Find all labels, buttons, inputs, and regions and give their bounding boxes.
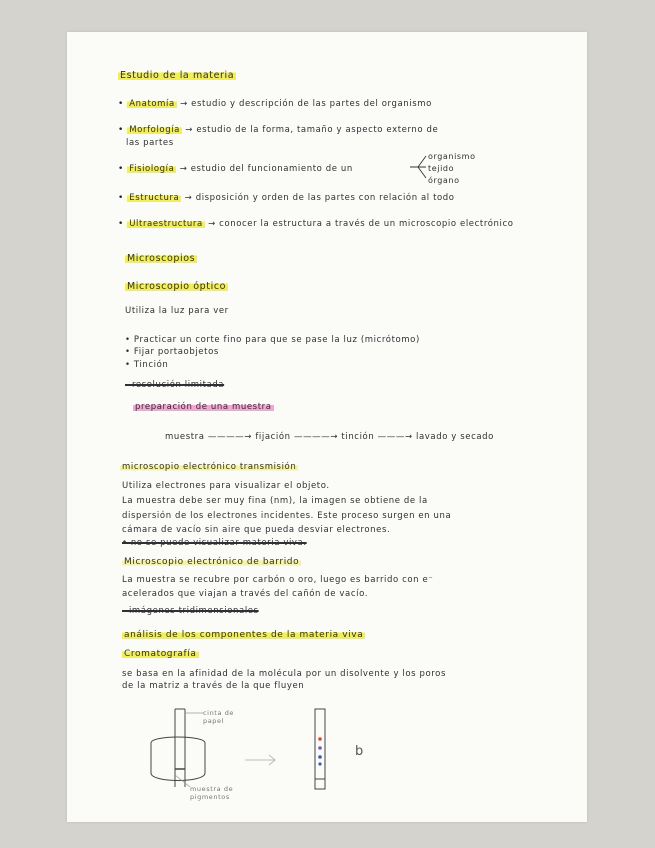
barrido-line-2: acelerados que viajan a través del cañón de vacío.: [122, 589, 369, 599]
label-tira: cinta de papel: [203, 709, 235, 725]
branch-tejido: tejido: [428, 164, 455, 173]
optico-note: - resolución limitada: [125, 380, 225, 390]
prep-flow: [165, 432, 494, 442]
barrido-line-1: La muestra se recubre por carbón o oro, luego es barrido con e⁻: [122, 575, 434, 585]
chromatography-diagram: [145, 705, 375, 815]
flow-tincion: tinción: [341, 432, 375, 442]
dye-spot: [318, 755, 322, 759]
section-title-microscopios: Microscopios: [127, 253, 196, 264]
label-mezcla: muestra de pigmentos: [190, 785, 234, 801]
dye-spot: [318, 746, 322, 750]
section-title-estudio: Estudio de la materia: [120, 70, 235, 81]
optico-list-3: • Tinción: [125, 360, 169, 370]
trans-line-5: • no se puede visualizar materia viva.: [122, 538, 307, 548]
list-item-morfologia: • Morfología → estudio de la forma, tamaño y aspecto externo de: [118, 125, 439, 135]
branch-organismo: organismo: [428, 152, 476, 161]
croma-line-1: se basa en la afinidad de la molécula por un disolvente y los poros: [122, 669, 446, 679]
branch-bracket: [408, 152, 428, 182]
subtitle-barrido: Microscopio electrónico de barrido: [124, 557, 300, 567]
list-item-anatomia: • Anatomía → estudio y descripción de las partes del organismo: [118, 99, 432, 109]
flow-muestra: muestra: [165, 432, 205, 442]
subtitle-cromatografia: Cromatografía: [124, 649, 197, 659]
flow-fijacion: fijación: [255, 432, 291, 442]
notebook-page: [67, 32, 587, 822]
subtitle-optico: Microscopio óptico: [127, 281, 227, 292]
trans-line-3: dispersión de los electrones incidentes. Este proceso surgen en una: [122, 511, 452, 521]
list-item-fisiologia: • Fisiología → estudio del funcionamiento de un: [118, 164, 353, 174]
trans-line-1: Utiliza electrones para visualizar el objeto.: [122, 481, 330, 491]
trans-line-2: La muestra debe ser muy fina (nm), la imagen se obtiene de la: [122, 496, 428, 506]
subtitle-transmision: microscopio electrónico transmisión: [122, 462, 297, 472]
list-item-estructura: • Estructura → disposición y orden de las partes con relación al todo: [118, 193, 455, 203]
branch-organo: órgano: [428, 176, 460, 185]
section-title-analisis: análisis de los componentes de la materia viva: [124, 630, 364, 640]
list-item-ultraestructura: • Ultraestructura → conocer la estructura a través de un microscopio electrónico: [118, 219, 514, 229]
croma-line-2: de la matriz a través de la que fluyen: [122, 681, 305, 691]
optico-intro: Utiliza la luz para ver: [125, 306, 229, 316]
dye-spot: [318, 737, 322, 741]
optico-list-1: • Practicar un corte fino para que se pase la luz (micrótomo): [125, 335, 420, 345]
barrido-line-3: - imágenes tridimensionales: [122, 606, 259, 616]
trans-line-4: cámara de vacío sin aire que pueda desviar electrones.: [122, 525, 391, 535]
dye-spot: [318, 762, 321, 765]
arrow-icon: ———→: [377, 432, 413, 442]
flow-lavado: lavado y secado: [415, 432, 494, 442]
optico-list-2: • Fijar portaobjetos: [125, 347, 219, 357]
arrow-icon: ————→: [207, 432, 252, 442]
arrow-icon: ————→: [293, 432, 339, 442]
list-item-morfologia-cont: las partes: [126, 138, 174, 148]
prep-title: preparación de una muestra: [135, 402, 272, 412]
label-mark: b: [355, 744, 364, 759]
